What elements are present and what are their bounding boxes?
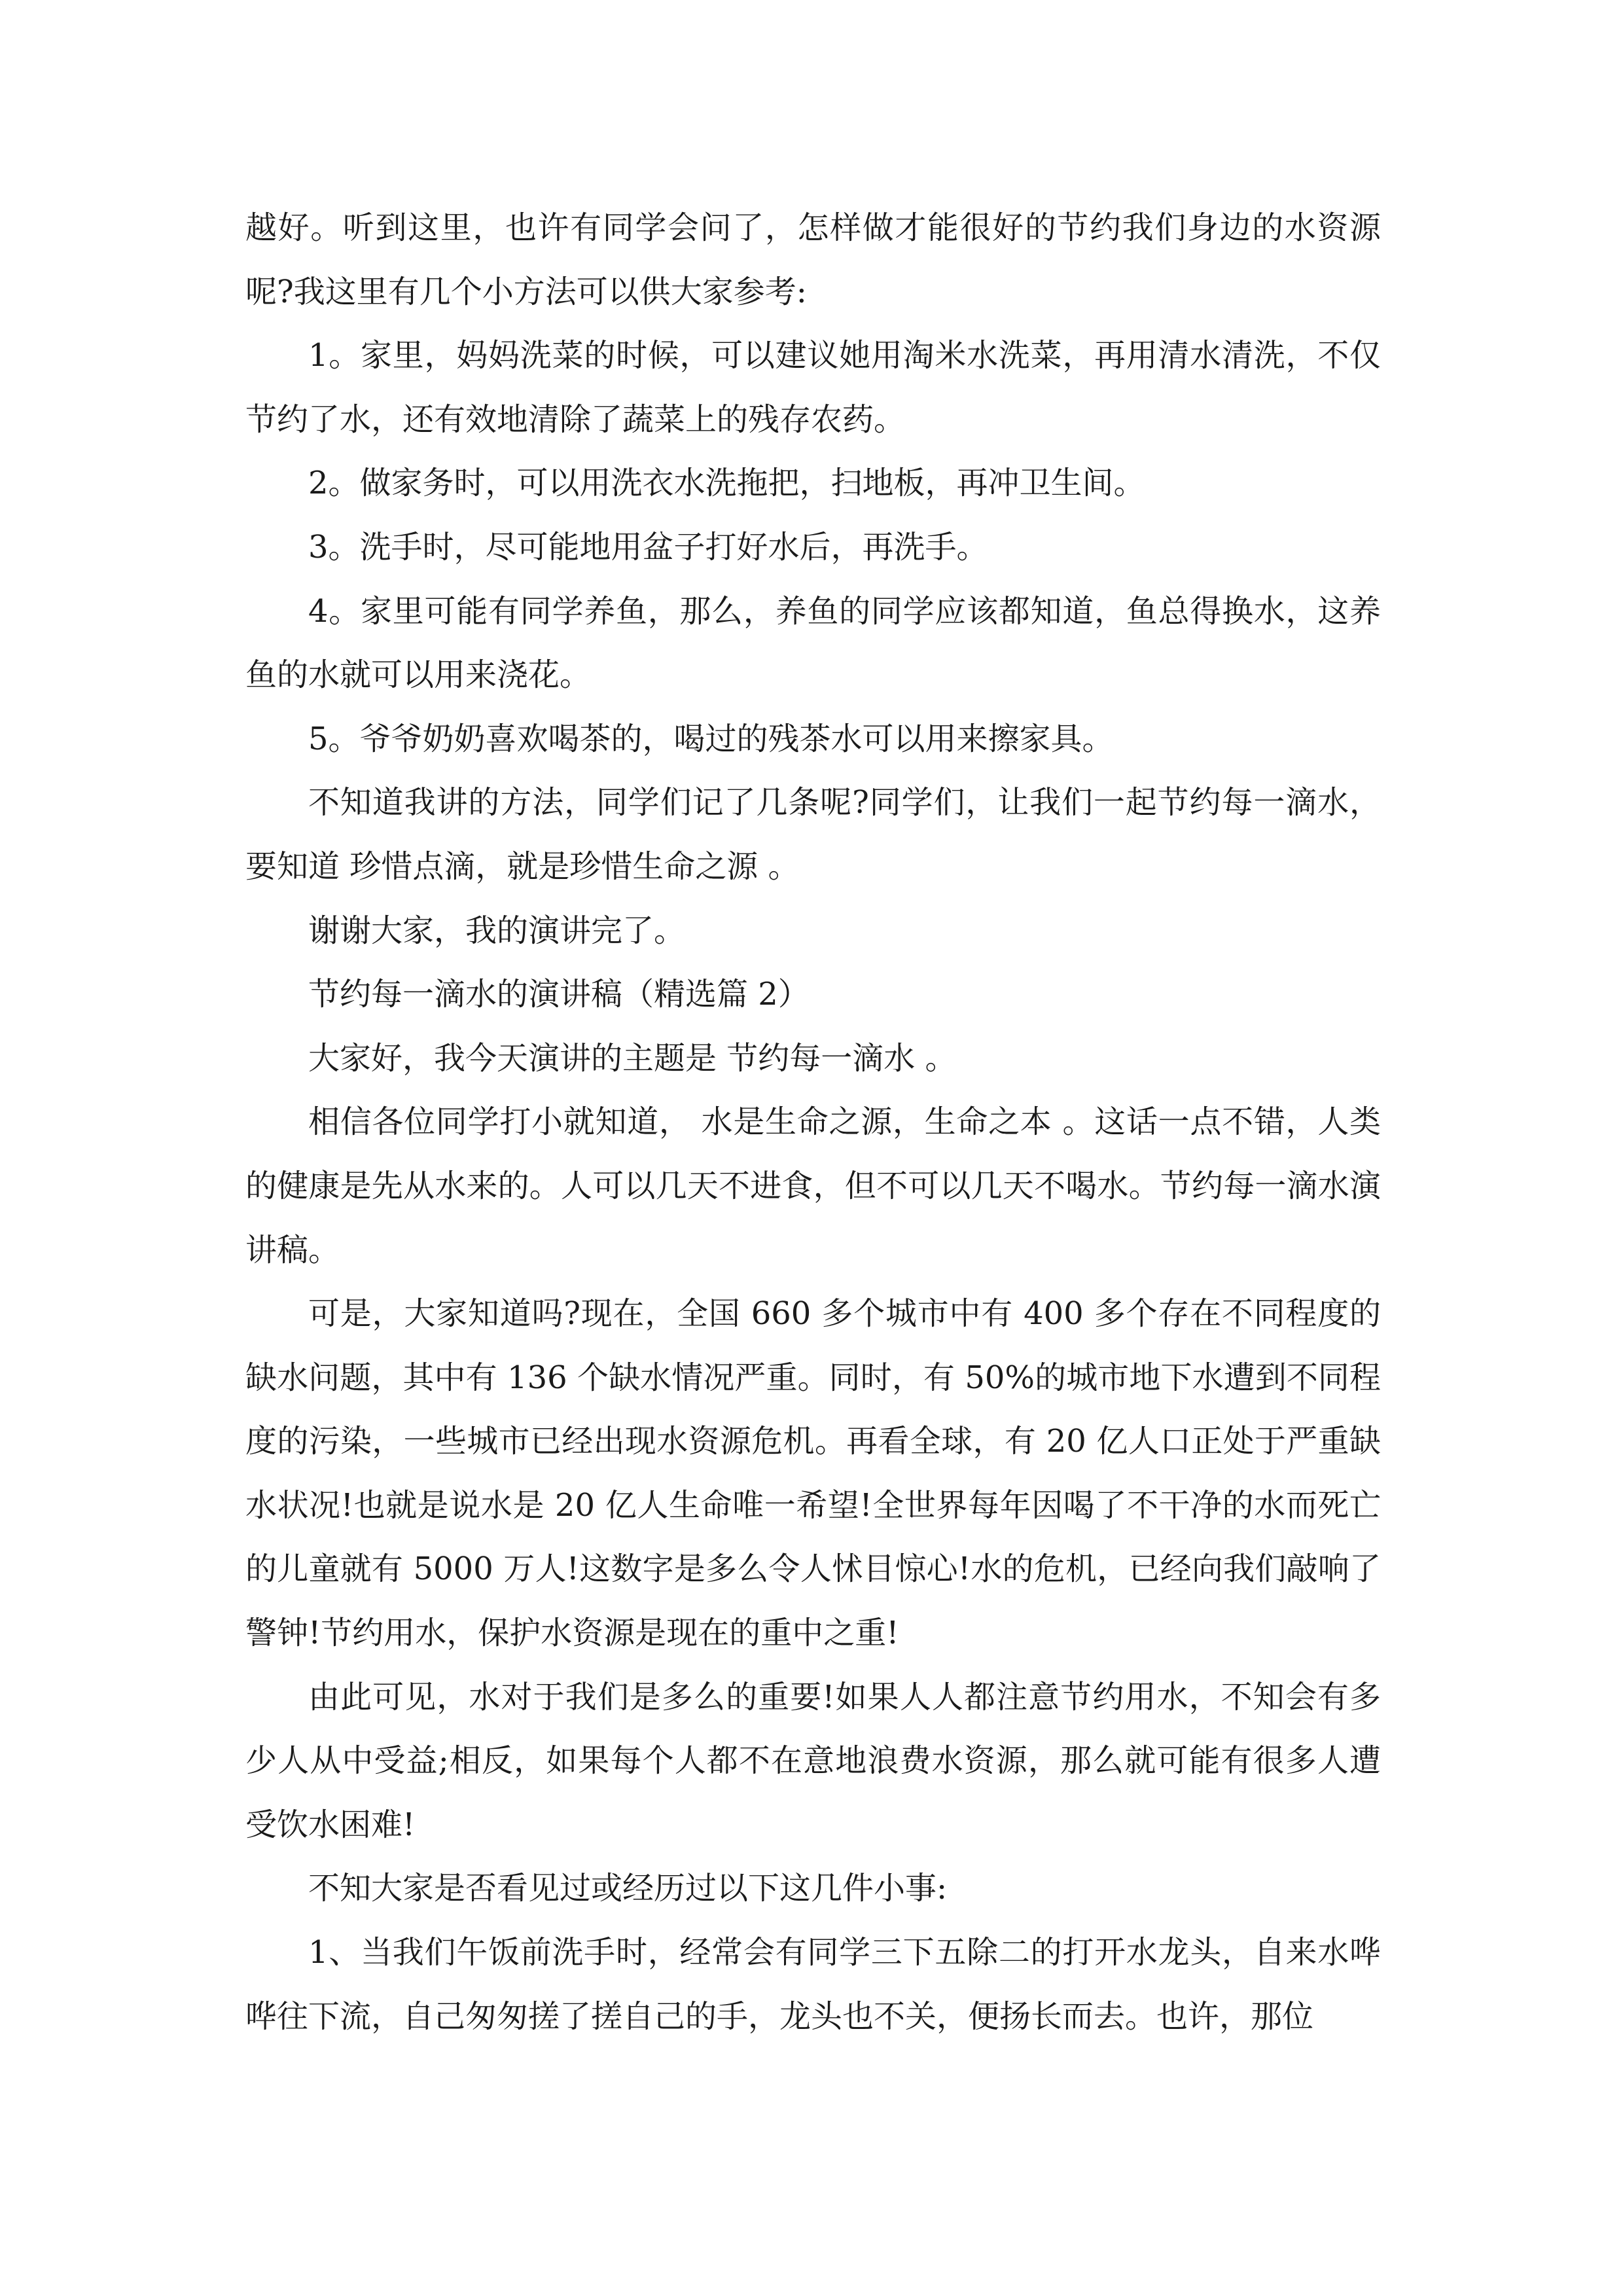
paragraph-tip-2: 2。做家务时，可以用洗衣水洗拖把，扫地板，再冲卫生间。	[308, 465, 1145, 502]
paragraph-importance: 由此可见，水对于我们是多么的重要!如果人人都注意节约用水，不知会有多少人从中受益;相反，如果每个人都不在意地浪费水资源，那么就可能有很多人遭受饮水困难!	[245, 1678, 1381, 1843]
paragraph-intro-examples: 不知大家是否看见过或经历过以下这几件小事:	[308, 1870, 948, 1907]
paragraph-closing-appeal: 不知道我讲的方法，同学们记了几条呢?同学们，让我们一起节约每一滴水，要知道 珍惜点滴，就是珍惜生命之源 。	[245, 784, 1381, 885]
document-body	[245, 196, 1381, 2049]
paragraph-continuation: 越好。听到这里，也许有同学会问了，怎样做才能很好的节约我们身边的水资源呢?我这里有几个小方法可以供大家参考:	[245, 209, 1381, 310]
paragraph-example-1: 1、当我们午饭前洗手时，经常会有同学三下五除二的打开水龙头，自来水哗哗往下流，自己匆匆搓了搓自己的手，龙头也不关，便扬长而去。也许，那位	[245, 1934, 1381, 2035]
paragraph-thanks: 谢谢大家，我的演讲完了。	[308, 912, 686, 949]
paragraph-water-source: 相信各位同学打小就知道， 水是生命之源，生命之本 。这话一点不错，人类的健康是先从水来的。人可以几天不进食，但不可以几天不喝水。节约每一滴水演讲稿。	[245, 1103, 1381, 1268]
paragraph-tip-1: 1。家里，妈妈洗菜的时候，可以建议她用淘米水洗菜，再用清水清洗，不仅节约了水，还有效地清除了蔬菜上的残存农药。	[245, 337, 1381, 438]
paragraph-tip-3: 3。洗手时，尽可能地用盆子打好水后，再洗手。	[308, 528, 988, 565]
paragraph-tip-4: 4。家里可能有同学养鱼，那么，养鱼的同学应该都知道，鱼总得换水，这养鱼的水就可以用来浇花。	[245, 592, 1381, 694]
paragraph-statistics: 可是，大家知道吗?现在，全国 660 多个城市中有 400 多个存在不同程度的缺水问题，其中有 136 个缺水情况严重。同时，有 50%的城市地下水遭到不同程度的污染，一些城市已经出现水资源危机。再看全球，有 20 亿人口正处于严重缺水状况!也就是说水是 20 亿人生命唯一希望!全世界每年因喝了不干净的水而死亡的儿童就有 5000 万人!这数字是多么令人怵目惊心!水的危机，已经向我们敲响了警钟!节约用水，保护水资源是现在的重中之重!	[245, 1295, 1381, 1652]
paragraph-tip-5: 5。爷爷奶奶喜欢喝茶的，喝过的残茶水可以用来擦家具。	[308, 720, 1114, 757]
section-heading: 节约每一滴水的演讲稿（精选篇 2）	[308, 976, 810, 1013]
paragraph-greeting: 大家好，我今天演讲的主题是 节约每一滴水 。	[308, 1039, 957, 1077]
